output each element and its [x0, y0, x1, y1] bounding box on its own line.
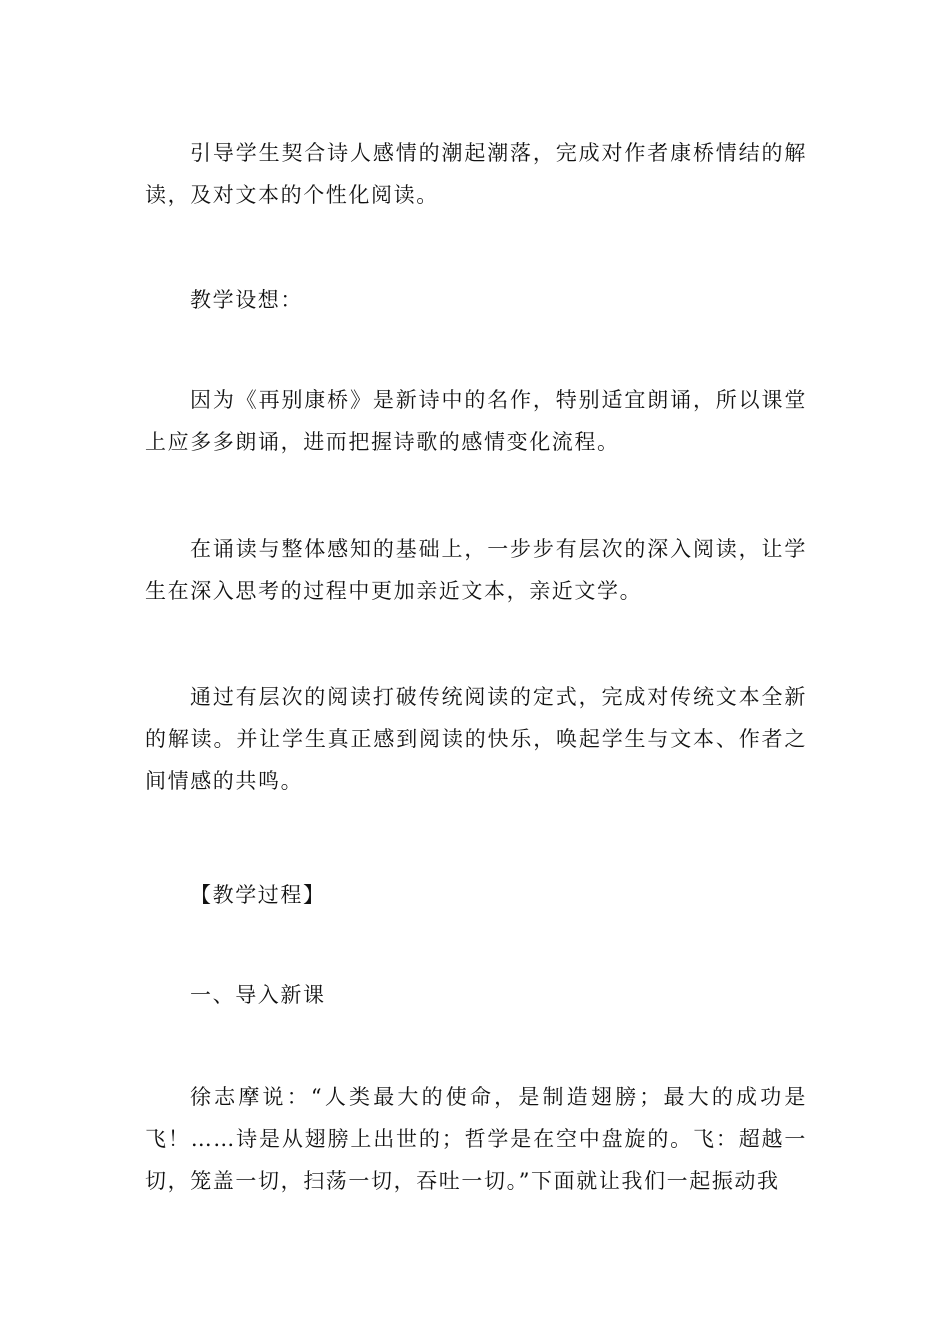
paragraph-concept-recitation: 因为《再别康桥》是新诗中的名作，特别适宜朗诵，所以课堂上应多多朗诵，进而把握诗歌的感情变化流程。 [145, 388, 807, 454]
heading-teaching-concept: 教学设想： [190, 288, 303, 312]
heading-lesson-intro: 一、导入新课 [190, 983, 326, 1007]
paragraph-xu-zhimo-quote: 徐志摩说：“人类最大的使命，是制造翅膀；最大的成功是飞！……诗是从翅膀上出世的；哲学是在空中盘旋的。飞：超越一切，笼盖一切，扫荡一切，吞吐一切。”下面就让我们一起振动我 [145, 1085, 807, 1193]
paragraph-concept-new-reading: 通过有层次的阅读打破传统阅读的定式，完成对传统文本全新的解读。并让学生真正感到阅读的快乐，唤起学生与文本、作者之间情感的共鸣。 [145, 685, 807, 793]
paragraph-objective: 引导学生契合诗人感情的潮起潮落，完成对作者康桥情结的解读，及对文本的个性化阅读。 [145, 141, 807, 207]
heading-teaching-process: 【教学过程】 [190, 883, 326, 907]
paragraph-concept-deep-reading: 在诵读与整体感知的基础上，一步步有层次的深入阅读，让学生在深入思考的过程中更加亲近文本，亲近文学。 [145, 537, 807, 603]
